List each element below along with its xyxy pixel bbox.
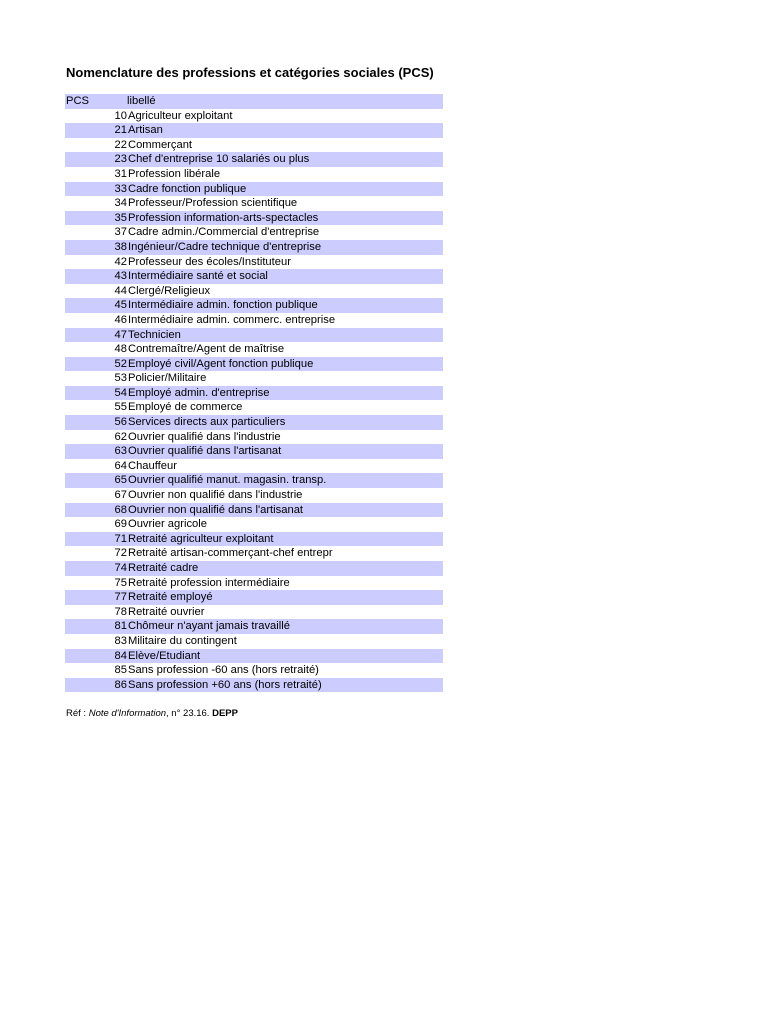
table-row bbox=[65, 371, 443, 386]
pcs-label: Ouvrier non qualifié dans l'industrie bbox=[128, 489, 303, 502]
pcs-code: 31 bbox=[114, 167, 127, 180]
table-row bbox=[65, 663, 443, 678]
table-row bbox=[65, 400, 443, 415]
pcs-code: 53 bbox=[114, 372, 127, 385]
pcs-label: Professeur/Profession scientifique bbox=[128, 197, 298, 210]
table-row bbox=[65, 576, 443, 591]
pcs-code: 65 bbox=[114, 474, 127, 487]
pcs-code: 77 bbox=[114, 591, 127, 604]
table-row bbox=[65, 546, 443, 561]
reference-number: , n° 23.16. bbox=[166, 708, 213, 719]
pcs-label: Intermédiaire admin. fonction publique bbox=[128, 299, 318, 312]
pcs-code: 21 bbox=[114, 124, 127, 137]
table-row bbox=[65, 211, 443, 226]
table-row bbox=[65, 605, 443, 620]
table-row bbox=[65, 357, 443, 372]
pcs-code: 78 bbox=[114, 605, 127, 618]
pcs-code: 47 bbox=[114, 328, 127, 341]
pcs-label: Retraité employé bbox=[128, 591, 213, 604]
table-row bbox=[65, 503, 443, 518]
pcs-label: Cadre fonction publique bbox=[128, 182, 247, 195]
table-row bbox=[65, 109, 443, 124]
table-row bbox=[65, 517, 443, 532]
pcs-label: Policier/Militaire bbox=[128, 372, 207, 385]
page-title: Nomenclature des professions et catégories sociales (PCS) bbox=[66, 65, 434, 80]
table-row bbox=[65, 444, 443, 459]
pcs-label: Retraité cadre bbox=[128, 562, 199, 574]
table-row bbox=[65, 298, 443, 313]
table-row bbox=[65, 532, 443, 547]
pcs-label: Militaire du contingent bbox=[128, 634, 237, 647]
table-row bbox=[65, 488, 443, 503]
pcs-code: 22 bbox=[114, 138, 127, 151]
pcs-label: Ouvrier non qualifié dans l'artisanat bbox=[128, 503, 304, 516]
reference-publication: Note d'Information bbox=[88, 708, 167, 719]
pcs-label: Professeur des écoles/Instituteur bbox=[128, 255, 291, 268]
table-row bbox=[65, 196, 443, 211]
pcs-code: 34 bbox=[114, 197, 127, 210]
pcs-code: 43 bbox=[114, 270, 127, 283]
pcs-label: Employé civil/Agent fonction publique bbox=[128, 357, 314, 370]
pcs-code: 71 bbox=[114, 532, 127, 545]
pcs-code: 56 bbox=[114, 416, 127, 429]
pcs-label: Intermédiaire admin. commerc. entreprise bbox=[128, 313, 336, 326]
pcs-label: Retraité profession intermédiaire bbox=[128, 576, 290, 589]
table-row bbox=[65, 255, 443, 270]
pcs-code: 85 bbox=[114, 664, 127, 677]
pcs-code: 86 bbox=[114, 678, 127, 691]
pcs-code: 62 bbox=[114, 430, 127, 443]
pcs-label: Ouvrier qualifié dans l'industrie bbox=[128, 430, 281, 443]
table-row bbox=[65, 415, 443, 430]
pcs-label: Retraité agriculteur exploitant bbox=[128, 532, 274, 545]
pcs-code: 63 bbox=[114, 445, 127, 458]
pcs-code: 23 bbox=[114, 153, 127, 166]
pcs-label: Chef d'entreprise 10 salariés ou plus bbox=[128, 153, 310, 166]
pcs-label: Employé de commerce bbox=[128, 401, 243, 414]
pcs-code: 75 bbox=[114, 576, 127, 589]
pcs-label: Ouvrier agricole bbox=[128, 518, 207, 531]
pcs-code: 44 bbox=[114, 284, 127, 297]
pcs-code: 83 bbox=[114, 634, 127, 647]
pcs-label: Clergé/Religieux bbox=[128, 284, 211, 297]
pcs-code: 54 bbox=[114, 386, 127, 399]
pcs-code: 38 bbox=[114, 240, 127, 253]
table-row bbox=[65, 619, 443, 634]
table-row bbox=[65, 313, 443, 328]
pcs-label: Services directs aux particuliers bbox=[128, 416, 286, 429]
pcs-label: Artisan bbox=[128, 124, 163, 137]
pcs-label: Ouvrier qualifié dans l'artisanat bbox=[128, 445, 282, 458]
pcs-label: Retraité ouvrier bbox=[128, 605, 205, 618]
pcs-code: 46 bbox=[114, 313, 127, 326]
pcs-code: 52 bbox=[114, 357, 127, 370]
pcs-code: 48 bbox=[114, 343, 127, 356]
pcs-label: Elève/Etudiant bbox=[128, 649, 201, 662]
pcs-code: 68 bbox=[114, 503, 127, 516]
table-row bbox=[65, 225, 443, 240]
pcs-code: 33 bbox=[114, 182, 127, 195]
table-row bbox=[65, 138, 443, 153]
pcs-code: 69 bbox=[114, 518, 127, 531]
pcs-label: Profession information-arts-spectacles bbox=[128, 211, 319, 224]
reference-note bbox=[66, 708, 238, 719]
table-row bbox=[65, 123, 443, 138]
table-row bbox=[65, 152, 443, 167]
pcs-label: Cadre admin./Commercial d'entreprise bbox=[128, 226, 320, 239]
column-header-pcs: PCS bbox=[66, 95, 90, 107]
pcs-label: Commerçant bbox=[128, 138, 193, 151]
table-body bbox=[65, 109, 443, 693]
table-row bbox=[65, 269, 443, 284]
table-row bbox=[65, 590, 443, 605]
column-header-libelle: libellé bbox=[127, 95, 156, 107]
pcs-table bbox=[65, 94, 443, 692]
pcs-label: Sans profession -60 ans (hors retraité) bbox=[128, 664, 319, 677]
pcs-code: 37 bbox=[114, 226, 127, 239]
pcs-label: Intermédiaire santé et social bbox=[128, 270, 268, 283]
pcs-code: 81 bbox=[114, 620, 127, 633]
reference-prefix: Réf : bbox=[66, 708, 89, 719]
table-row bbox=[65, 634, 443, 649]
pcs-code: 35 bbox=[114, 211, 127, 224]
table-row bbox=[65, 328, 443, 343]
reference-source: DEPP bbox=[212, 708, 238, 719]
pcs-label: Chauffeur bbox=[128, 459, 177, 472]
pcs-code: 72 bbox=[114, 547, 127, 560]
pcs-label: Employé admin. d'entreprise bbox=[128, 386, 270, 399]
pcs-code: 42 bbox=[114, 255, 127, 268]
table-row bbox=[65, 240, 443, 255]
pcs-label: Contremaître/Agent de maîtrise bbox=[128, 343, 285, 356]
table-row bbox=[65, 284, 443, 299]
table-row bbox=[65, 473, 443, 488]
pcs-label: Ingénieur/Cadre technique d'entreprise bbox=[128, 240, 322, 253]
pcs-label: Retraité artisan-commerçant-chef entrepr bbox=[128, 547, 333, 560]
pcs-label: Profession libérale bbox=[128, 167, 221, 180]
table-header-row bbox=[65, 94, 443, 109]
pcs-code: 67 bbox=[114, 489, 127, 502]
pcs-code: 10 bbox=[114, 109, 127, 122]
pcs-label: Sans profession +60 ans (hors retraité) bbox=[128, 678, 322, 691]
pcs-label: Chômeur n'ayant jamais travaillé bbox=[128, 620, 290, 633]
table-row bbox=[65, 342, 443, 357]
table-row bbox=[65, 430, 443, 445]
pcs-label: Technicien bbox=[128, 328, 181, 341]
table-row bbox=[65, 678, 443, 693]
table-row bbox=[65, 167, 443, 182]
table-row bbox=[65, 386, 443, 401]
pcs-code: 55 bbox=[114, 401, 127, 414]
pcs-code: 74 bbox=[114, 562, 127, 574]
table-row bbox=[65, 459, 443, 474]
pcs-label: Ouvrier qualifié manut. magasin. transp. bbox=[128, 474, 327, 487]
table-row bbox=[65, 561, 443, 576]
table-row bbox=[65, 182, 443, 197]
pcs-code: 84 bbox=[114, 649, 127, 662]
table-row bbox=[65, 649, 443, 664]
pcs-code: 64 bbox=[114, 459, 127, 472]
pcs-label: Agriculteur exploitant bbox=[128, 109, 233, 122]
pcs-code: 45 bbox=[114, 299, 127, 312]
